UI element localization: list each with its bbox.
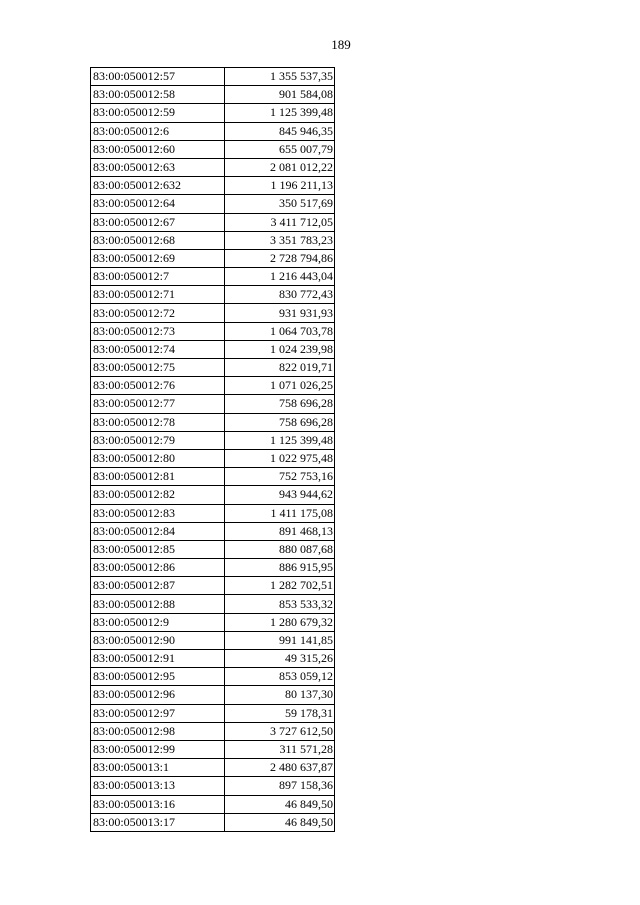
cadastral-number-cell: 83:00:050012:81 xyxy=(91,468,225,486)
cadastral-number-cell: 83:00:050012:6 xyxy=(91,122,225,140)
value-cell: 758 696,28 xyxy=(225,395,335,413)
table-row xyxy=(91,704,335,722)
table-row xyxy=(91,231,335,249)
cadastral-number-cell: 83:00:050012:64 xyxy=(91,195,225,213)
value-cell: 853 059,12 xyxy=(225,668,335,686)
table-row xyxy=(91,613,335,631)
value-cell: 46 849,50 xyxy=(225,813,335,831)
table-row xyxy=(91,249,335,267)
value-cell: 80 137,30 xyxy=(225,686,335,704)
cadastral-number-cell: 83:00:050012:79 xyxy=(91,431,225,449)
cadastral-number-cell: 83:00:050012:632 xyxy=(91,177,225,195)
value-cell: 3 351 783,23 xyxy=(225,231,335,249)
table-row xyxy=(91,359,335,377)
table-row xyxy=(91,540,335,558)
value-cell: 1 280 679,32 xyxy=(225,613,335,631)
cadastral-number-cell: 83:00:050012:73 xyxy=(91,322,225,340)
table-row xyxy=(91,86,335,104)
table-row xyxy=(91,650,335,668)
table-row xyxy=(91,813,335,831)
value-cell: 758 696,28 xyxy=(225,413,335,431)
table-row xyxy=(91,431,335,449)
value-cell: 1 216 443,04 xyxy=(225,268,335,286)
table-row xyxy=(91,740,335,758)
table-row xyxy=(91,158,335,176)
cadastral-number-cell: 83:00:050012:98 xyxy=(91,722,225,740)
table-row xyxy=(91,68,335,86)
value-cell: 880 087,68 xyxy=(225,540,335,558)
cadastral-number-cell: 83:00:050012:97 xyxy=(91,704,225,722)
table-row xyxy=(91,286,335,304)
cadastral-number-cell: 83:00:050012:87 xyxy=(91,577,225,595)
value-cell: 46 849,50 xyxy=(225,795,335,813)
cadastral-number-cell: 83:00:050012:84 xyxy=(91,522,225,540)
value-cell: 350 517,69 xyxy=(225,195,335,213)
cadastral-number-cell: 83:00:050012:80 xyxy=(91,449,225,467)
table-row xyxy=(91,268,335,286)
table-row xyxy=(91,104,335,122)
table-row xyxy=(91,140,335,158)
value-cell: 2 480 637,87 xyxy=(225,759,335,777)
cadastral-number-cell: 83:00:050012:69 xyxy=(91,249,225,267)
value-cell: 752 753,16 xyxy=(225,468,335,486)
table-row xyxy=(91,122,335,140)
cadastral-number-cell: 83:00:050012:67 xyxy=(91,213,225,231)
table-row xyxy=(91,595,335,613)
table-row xyxy=(91,759,335,777)
cadastral-number-cell: 83:00:050013:16 xyxy=(91,795,225,813)
value-cell: 891 468,13 xyxy=(225,522,335,540)
table-row xyxy=(91,795,335,813)
table-row xyxy=(91,322,335,340)
table-row xyxy=(91,377,335,395)
cadastral-value-table xyxy=(90,67,335,832)
value-cell: 49 315,26 xyxy=(225,650,335,668)
cadastral-number-cell: 83:00:050012:60 xyxy=(91,140,225,158)
value-cell: 59 178,31 xyxy=(225,704,335,722)
cadastral-number-cell: 83:00:050012:91 xyxy=(91,650,225,668)
table-row xyxy=(91,504,335,522)
table-row xyxy=(91,722,335,740)
value-cell: 853 533,32 xyxy=(225,595,335,613)
cadastral-number-cell: 83:00:050012:88 xyxy=(91,595,225,613)
value-cell: 1 125 399,48 xyxy=(225,104,335,122)
value-cell: 655 007,79 xyxy=(225,140,335,158)
cadastral-number-cell: 83:00:050012:82 xyxy=(91,486,225,504)
cadastral-number-cell: 83:00:050013:13 xyxy=(91,777,225,795)
table-row xyxy=(91,304,335,322)
table-row xyxy=(91,413,335,431)
cadastral-number-cell: 83:00:050012:57 xyxy=(91,68,225,86)
cadastral-number-cell: 83:00:050012:59 xyxy=(91,104,225,122)
table-row xyxy=(91,777,335,795)
value-cell: 991 141,85 xyxy=(225,631,335,649)
table-row xyxy=(91,686,335,704)
value-cell: 845 946,35 xyxy=(225,122,335,140)
value-cell: 886 915,95 xyxy=(225,559,335,577)
page-number: 189 xyxy=(331,37,351,52)
table-row xyxy=(91,395,335,413)
table-row xyxy=(91,631,335,649)
cadastral-number-cell: 83:00:050012:85 xyxy=(91,540,225,558)
cadastral-number-cell: 83:00:050012:96 xyxy=(91,686,225,704)
table-row xyxy=(91,449,335,467)
table-body xyxy=(91,68,335,832)
cadastral-number-cell: 83:00:050013:17 xyxy=(91,813,225,831)
cadastral-number-cell: 83:00:050012:75 xyxy=(91,359,225,377)
cadastral-number-cell: 83:00:050012:86 xyxy=(91,559,225,577)
cadastral-number-cell: 83:00:050012:76 xyxy=(91,377,225,395)
table-row xyxy=(91,340,335,358)
cadastral-number-cell: 83:00:050012:74 xyxy=(91,340,225,358)
cadastral-number-cell: 83:00:050012:90 xyxy=(91,631,225,649)
cadastral-number-cell: 83:00:050012:7 xyxy=(91,268,225,286)
cadastral-number-cell: 83:00:050012:83 xyxy=(91,504,225,522)
value-cell: 1 196 211,13 xyxy=(225,177,335,195)
value-cell: 943 944,62 xyxy=(225,486,335,504)
cadastral-number-cell: 83:00:050012:71 xyxy=(91,286,225,304)
cadastral-number-cell: 83:00:050012:9 xyxy=(91,613,225,631)
value-cell: 1 064 703,78 xyxy=(225,322,335,340)
cadastral-number-cell: 83:00:050012:63 xyxy=(91,158,225,176)
table-row xyxy=(91,195,335,213)
value-cell: 1 355 537,35 xyxy=(225,68,335,86)
value-cell: 1 125 399,48 xyxy=(225,431,335,449)
table-row xyxy=(91,177,335,195)
cadastral-number-cell: 83:00:050012:58 xyxy=(91,86,225,104)
value-cell: 1 071 026,25 xyxy=(225,377,335,395)
value-cell: 830 772,43 xyxy=(225,286,335,304)
table-row xyxy=(91,468,335,486)
value-cell: 822 019,71 xyxy=(225,359,335,377)
value-cell: 3 727 612,50 xyxy=(225,722,335,740)
value-cell: 311 571,28 xyxy=(225,740,335,758)
cadastral-number-cell: 83:00:050012:99 xyxy=(91,740,225,758)
value-cell: 901 584,08 xyxy=(225,86,335,104)
value-cell: 3 411 712,05 xyxy=(225,213,335,231)
cadastral-number-cell: 83:00:050013:1 xyxy=(91,759,225,777)
table-row xyxy=(91,668,335,686)
table-row xyxy=(91,577,335,595)
table-row xyxy=(91,559,335,577)
cadastral-number-cell: 83:00:050012:78 xyxy=(91,413,225,431)
value-cell: 931 931,93 xyxy=(225,304,335,322)
value-cell: 2 081 012,22 xyxy=(225,158,335,176)
value-cell: 2 728 794,86 xyxy=(225,249,335,267)
table-row xyxy=(91,486,335,504)
cadastral-number-cell: 83:00:050012:95 xyxy=(91,668,225,686)
table-row xyxy=(91,522,335,540)
value-cell: 1 022 975,48 xyxy=(225,449,335,467)
value-cell: 897 158,36 xyxy=(225,777,335,795)
cadastral-number-cell: 83:00:050012:68 xyxy=(91,231,225,249)
table-row xyxy=(91,213,335,231)
value-cell: 1 024 239,98 xyxy=(225,340,335,358)
value-cell: 1 411 175,08 xyxy=(225,504,335,522)
value-cell: 1 282 702,51 xyxy=(225,577,335,595)
cadastral-number-cell: 83:00:050012:72 xyxy=(91,304,225,322)
cadastral-number-cell: 83:00:050012:77 xyxy=(91,395,225,413)
